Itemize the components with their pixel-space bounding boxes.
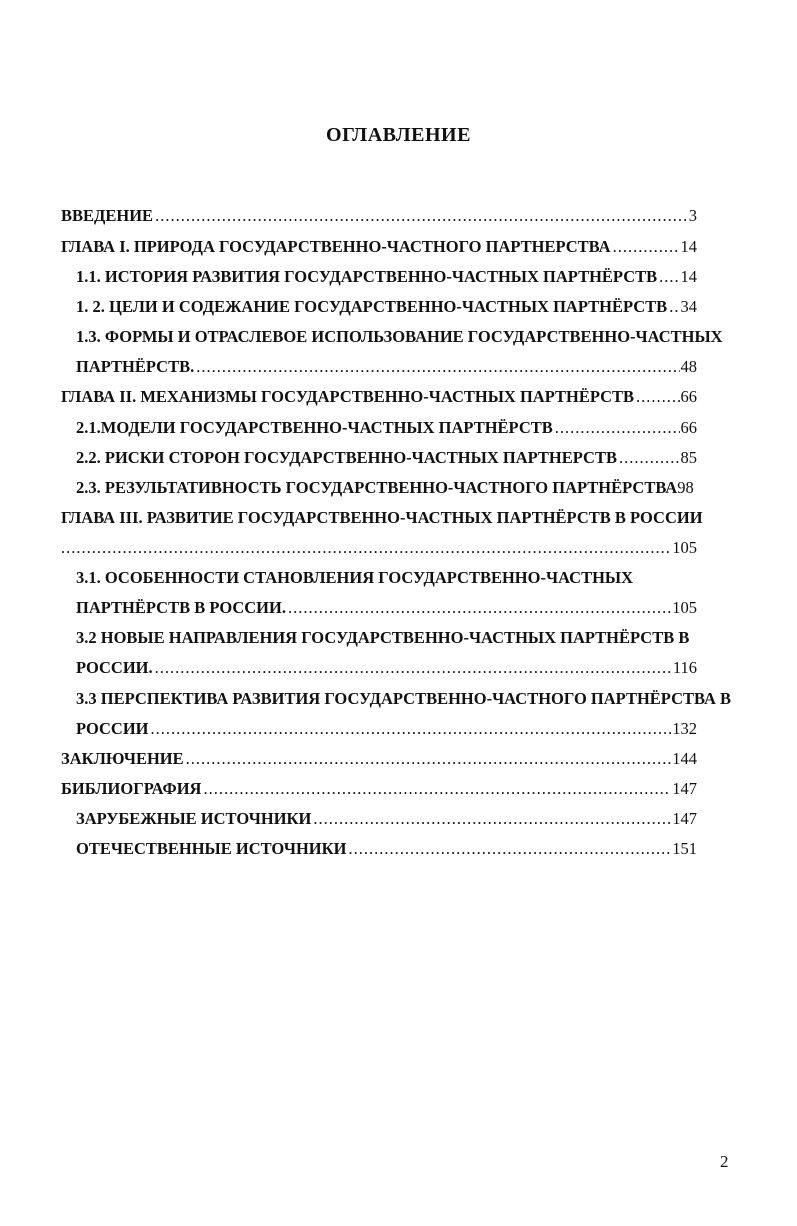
dot-leader [613, 236, 680, 258]
dot-leader [151, 718, 672, 740]
dot-leader [669, 296, 679, 318]
dot-leader [659, 266, 679, 288]
toc-entry-label: БИБЛИОГРАФИЯ [61, 779, 202, 798]
dot-leader [155, 205, 688, 227]
toc-entry-section-2-3[interactable] [76, 477, 694, 499]
toc-entry-conclusion[interactable] [61, 748, 697, 770]
toc-entry-introduction[interactable] [61, 205, 697, 227]
toc-entry-label: РОССИИ. [76, 658, 153, 677]
toc-entry-label: 2.2. РИСКИ СТОРОН ГОСУДАРСТВЕННО-ЧАСТНЫХ ПАРТНЕРСТВ [76, 448, 617, 467]
toc-entry-chapter-2[interactable] [61, 386, 697, 408]
toc-entry-chapter-1[interactable] [61, 236, 697, 258]
toc-entry-label: ОТЕЧЕСТВЕННЫЕ ИСТОЧНИКИ [76, 839, 347, 858]
toc-entry-section-2-1[interactable] [76, 417, 697, 439]
toc-entry-label: ЗАРУБЕЖНЫЕ ИСТОЧНИКИ [76, 809, 312, 828]
toc-entry-label: РОССИИ [76, 719, 149, 738]
toc-entry-label: 2.1.МОДЕЛИ ГОСУДАРСТВЕННО-ЧАСТНЫХ ПАРТНЁРСТВ [76, 418, 553, 437]
toc-entry-section-2-2[interactable] [76, 447, 697, 469]
dot-leader [61, 537, 671, 559]
toc-page-number: 147 [672, 809, 697, 828]
toc-entry-section-3-3-line-1[interactable]: 3.3 ПЕРСПЕКТИВА РАЗВИТИЯ ГОСУДАРСТВЕННО-ЧАСТНОГО ПАРТНЁРСТВА В [76, 689, 732, 708]
toc-page-number: 48 [680, 357, 697, 376]
toc-page-number: 85 [680, 448, 697, 467]
dot-leader [636, 386, 679, 408]
toc-entry-section-3-1-line-1[interactable]: 3.1. ОСОБЕННОСТИ СТАНОВЛЕНИЯ ГОСУДАРСТВЕННО-ЧАСТНЫХ [76, 568, 634, 587]
toc-page-number: 66 [680, 387, 697, 406]
toc-entry-section-1-2[interactable] [76, 296, 697, 318]
toc-entry-section-3-2[interactable] [76, 657, 697, 679]
toc-entry-label: 1. 2. ЦЕЛИ И СОДЕЖАНИЕ ГОСУДАРСТВЕННО-ЧАСТНЫХ ПАРТНЁРСТВ [76, 297, 668, 316]
toc-page-number: 3 [688, 206, 697, 225]
toc-entry-domestic-sources[interactable] [76, 838, 697, 860]
toc-page-number: 98 [677, 478, 694, 497]
dot-leader [619, 447, 680, 469]
toc-entry-section-1-3[interactable] [76, 356, 697, 378]
toc-page-number: 14 [680, 237, 697, 256]
toc-page-number: 132 [672, 719, 697, 738]
toc-entry-label: ПАРТНЁРСТВ В РОССИИ. [76, 598, 286, 617]
toc-entry-label: ПАРТНЁРСТВ. [76, 357, 195, 376]
toc-entry-foreign-sources[interactable] [76, 808, 697, 830]
dot-leader [186, 748, 672, 770]
dot-leader [155, 657, 672, 679]
toc-page-number: 14 [680, 267, 697, 286]
toc-page-number: 34 [680, 297, 697, 316]
dot-leader [288, 597, 671, 619]
toc-page-number: 105 [672, 538, 697, 557]
dot-leader [348, 838, 671, 860]
toc-entry-section-3-2-line-1[interactable]: 3.2 НОВЫЕ НАПРАВЛЕНИЯ ГОСУДАРСТВЕННО-ЧАСТНЫХ ПАРТНЁРСТВ В [76, 628, 690, 647]
toc-entry-label: 1.1. ИСТОРИЯ РАЗВИТИЯ ГОСУДАРСТВЕННО-ЧАСТНЫХ ПАРТНЁРСТВ [76, 267, 658, 286]
toc-entry-label: ВВЕДЕНИЕ [61, 206, 154, 225]
toc-entry-section-3-1[interactable] [76, 597, 697, 619]
toc-entry-chapter-3-line-1[interactable]: ГЛАВА III. РАЗВИТИЕ ГОСУДАРСТВЕННО-ЧАСТНЫХ ПАРТНЁРСТВ В РОССИИ [61, 508, 703, 527]
toc-entry-bibliography[interactable] [61, 778, 697, 800]
toc-entry-section-1-1[interactable] [76, 266, 697, 288]
page-number: 2 [720, 1152, 729, 1171]
dot-leader [555, 417, 680, 439]
toc-page-number: 151 [672, 839, 697, 858]
toc-page-number: 105 [672, 598, 697, 617]
dot-leader [196, 356, 679, 378]
toc-entry-label: ЗАКЛЮЧЕНИЕ [61, 749, 184, 768]
toc-entry-label: ГЛАВА I. ПРИРОДА ГОСУДАРСТВЕННО-ЧАСТНОГО ПАРТНЕРСТВА [61, 237, 611, 256]
toc-page-number: 66 [680, 418, 697, 437]
toc-page-number: 144 [672, 749, 697, 768]
toc-page-number: 147 [672, 779, 697, 798]
page-title: ОГЛАВЛЕНИЕ [326, 124, 471, 146]
toc-entry-section-1-3-line-1[interactable]: 1.3. ФОРМЫ И ОТРАСЛЕВОЕ ИСПОЛЬЗОВАНИЕ ГОСУДАРСТВЕННО-ЧАСТНЫХ [76, 327, 723, 346]
dot-leader [203, 778, 671, 800]
dot-leader [313, 808, 671, 830]
toc-entry-label: ГЛАВА II. МЕХАНИЗМЫ ГОСУДАРСТВЕННО-ЧАСТНЫХ ПАРТНЁРСТВ [61, 387, 635, 406]
toc-entry-label: 2.3. РЕЗУЛЬТАТИВНОСТЬ ГОСУДАРСТВЕННО-ЧАСТНОГО ПАРТНЁРСТВА [76, 478, 678, 497]
toc-entry-section-3-3[interactable] [76, 718, 697, 740]
toc-page-number: 116 [672, 658, 697, 677]
toc-entry-chapter-3[interactable] [61, 537, 697, 559]
